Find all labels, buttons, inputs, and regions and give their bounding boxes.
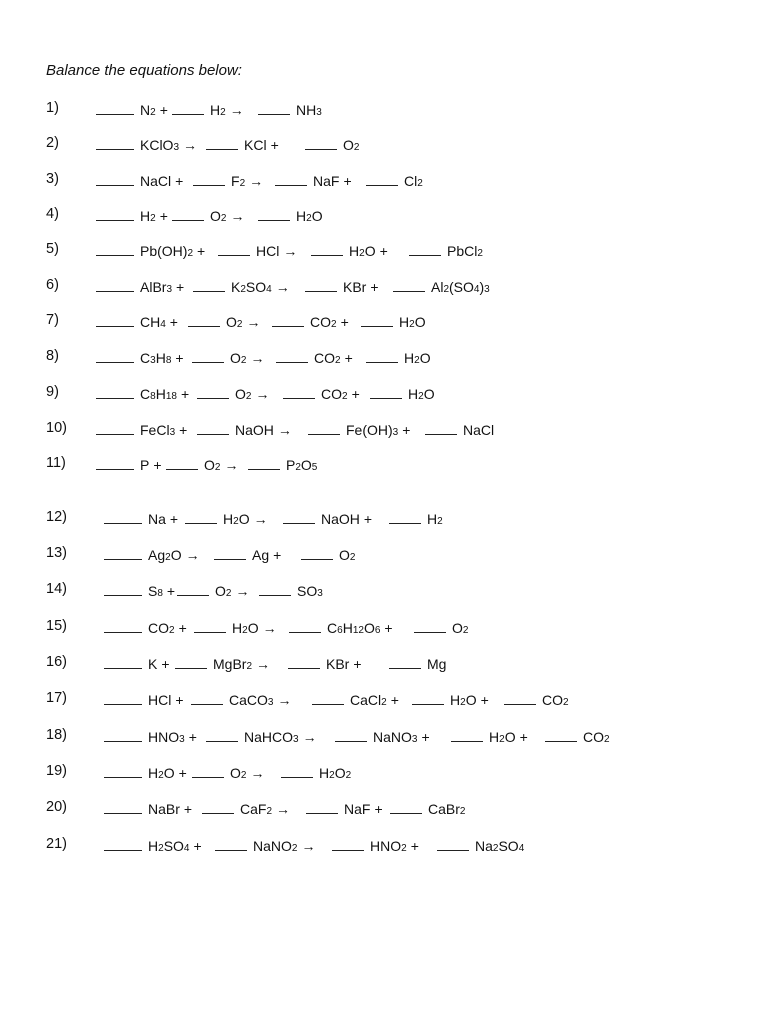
coefficient-blank[interactable]: [272, 312, 304, 327]
coefficient-blank[interactable]: [96, 312, 134, 327]
coefficient-blank[interactable]: [96, 100, 134, 115]
equation-number: 16): [46, 654, 67, 670]
chemical-formula: H 2: [427, 511, 443, 527]
chemical-formula: N 2: [140, 102, 156, 118]
coefficient-blank[interactable]: [281, 763, 313, 778]
equation-number: 19): [46, 763, 67, 779]
coefficient-blank[interactable]: [332, 836, 364, 851]
plus-sign: +: [402, 422, 411, 438]
equation-number: 17): [46, 690, 67, 706]
coefficient-blank[interactable]: [370, 384, 402, 399]
coefficient-blank[interactable]: [188, 312, 220, 327]
chemical-formula: NaCl: [463, 422, 495, 438]
equation-row: [0, 348, 768, 368]
chemical-formula: O 2: [226, 314, 243, 330]
plus-sign: +: [519, 729, 528, 745]
reaction-arrow-icon: →: [262, 620, 277, 636]
coefficient-blank[interactable]: [197, 384, 229, 399]
plus-sign: +: [343, 173, 352, 189]
equation-number: 9): [46, 384, 59, 400]
chemical-formula: H 2: [140, 208, 156, 224]
equation-row: [0, 763, 768, 783]
equation-number: 10): [46, 420, 67, 436]
equation-number: 12): [46, 509, 67, 525]
coefficient-blank[interactable]: [104, 727, 142, 742]
reaction-arrow-icon: →: [249, 173, 264, 189]
coefficient-blank[interactable]: [504, 690, 536, 705]
chemical-formula: CO 2: [583, 729, 610, 745]
chemical-formula: P: [140, 457, 150, 473]
chemical-formula: H 2 SO 4: [148, 838, 190, 854]
chemical-formula: H 2: [210, 102, 226, 118]
equation-row: [0, 727, 768, 747]
coefficient-blank[interactable]: [96, 277, 134, 292]
chemical-formula: HCl: [256, 243, 280, 259]
coefficient-blank[interactable]: [276, 348, 308, 363]
coefficient-blank[interactable]: [96, 455, 134, 470]
coefficient-blank[interactable]: [215, 836, 247, 851]
chemical-formula: CaBr 2: [428, 801, 466, 817]
chemical-formula: Mg: [427, 656, 447, 672]
chemical-formula: CO 2: [310, 314, 337, 330]
plus-sign: +: [183, 801, 193, 817]
plus-sign: +: [193, 838, 202, 854]
equation-number: 7): [46, 312, 59, 328]
chemical-formula: H 2 O: [489, 729, 516, 745]
coefficient-blank[interactable]: [192, 348, 224, 363]
chemical-formula: Na: [148, 511, 166, 527]
coefficient-blank[interactable]: [288, 654, 320, 669]
plus-sign: +: [179, 422, 188, 438]
plus-sign: +: [178, 765, 187, 781]
plus-sign: +: [175, 350, 184, 366]
plus-sign: +: [344, 350, 353, 366]
reaction-arrow-icon: →: [255, 386, 270, 402]
coefficient-blank[interactable]: [96, 206, 134, 221]
coefficient-blank[interactable]: [197, 420, 229, 435]
coefficient-blank[interactable]: [96, 384, 134, 399]
plus-sign: +: [175, 173, 184, 189]
coefficient-blank[interactable]: [104, 836, 142, 851]
chemical-formula: HNO 3: [148, 729, 185, 745]
plus-sign: +: [153, 457, 162, 473]
coefficient-blank[interactable]: [96, 171, 134, 186]
chemical-formula: NaOH: [321, 511, 360, 527]
coefficient-blank[interactable]: [412, 690, 444, 705]
plus-sign: +: [390, 692, 399, 708]
coefficient-blank[interactable]: [289, 618, 321, 633]
chemical-formula: NaCl: [140, 173, 172, 189]
chemical-formula: AlBr 3: [140, 279, 173, 295]
chemical-formula: H 2 O: [223, 511, 250, 527]
chemical-formula: CO 2: [314, 350, 341, 366]
chemical-formula: H 2 O: [296, 208, 323, 224]
chemical-formula: O 2: [230, 350, 247, 366]
reaction-arrow-icon: →: [183, 137, 198, 153]
coefficient-blank[interactable]: [308, 420, 340, 435]
reaction-arrow-icon: →: [301, 838, 316, 854]
plus-sign: +: [384, 620, 393, 636]
equation-number: 4): [46, 206, 59, 222]
coefficient-blank[interactable]: [425, 420, 457, 435]
equation-number: 5): [46, 241, 59, 257]
coefficient-blank[interactable]: [192, 763, 224, 778]
chemical-formula: P 2 O 5: [286, 457, 318, 473]
equation-row: [0, 135, 768, 155]
chemical-formula: NH 3: [296, 102, 322, 118]
chemical-formula: O 2: [210, 208, 227, 224]
chemical-formula: CaCO 3: [229, 692, 274, 708]
chemical-formula: Pb(OH) 2: [140, 243, 194, 259]
equation-number: 15): [46, 618, 67, 634]
coefficient-blank[interactable]: [194, 618, 226, 633]
coefficient-blank[interactable]: [258, 206, 290, 221]
equation-number: 6): [46, 277, 59, 293]
chemical-formula: CH 4: [140, 314, 166, 330]
reaction-arrow-icon: →: [277, 692, 292, 708]
coefficient-blank[interactable]: [275, 171, 307, 186]
equation-row: [0, 836, 768, 856]
chemical-formula: KBr: [326, 656, 350, 672]
reaction-arrow-icon: →: [253, 511, 268, 527]
reaction-arrow-icon: →: [224, 457, 239, 473]
chemical-formula: H 2 O 2: [319, 765, 352, 781]
chemical-formula: CO 2: [542, 692, 569, 708]
chemical-formula: O 2: [339, 547, 356, 563]
equation-number: 20): [46, 799, 67, 815]
coefficient-blank[interactable]: [185, 509, 217, 524]
chemical-formula: Al 2 (SO 4 ) 3: [431, 279, 490, 295]
coefficient-blank[interactable]: [305, 277, 337, 292]
equation-row: [0, 420, 768, 440]
coefficient-blank[interactable]: [172, 206, 204, 221]
coefficient-blank[interactable]: [172, 100, 204, 115]
reaction-arrow-icon: →: [250, 765, 265, 781]
chemical-formula: O 2: [343, 137, 360, 153]
chemical-formula: O 2: [230, 765, 247, 781]
coefficient-blank[interactable]: [366, 171, 398, 186]
equation-row: [0, 455, 768, 475]
equation-number: 11): [46, 455, 66, 471]
coefficient-blank[interactable]: [390, 799, 422, 814]
chemical-formula: H 2 O: [450, 692, 477, 708]
plus-sign: +: [480, 692, 489, 708]
reaction-arrow-icon: →: [276, 801, 291, 817]
chemical-formula: F 2: [231, 173, 246, 189]
coefficient-blank[interactable]: [166, 455, 198, 470]
plus-sign: +: [370, 279, 379, 295]
equation-number: 14): [46, 581, 67, 597]
coefficient-blank[interactable]: [414, 618, 446, 633]
coefficient-blank[interactable]: [218, 241, 250, 256]
coefficient-blank[interactable]: [96, 135, 134, 150]
equation-row: [0, 241, 768, 261]
reaction-arrow-icon: →: [229, 102, 244, 118]
coefficient-blank[interactable]: [283, 384, 315, 399]
coefficient-blank[interactable]: [193, 171, 225, 186]
chemical-formula: H 2 O: [232, 620, 259, 636]
chemical-formula: CaF 2: [240, 801, 273, 817]
coefficient-blank[interactable]: [301, 545, 333, 560]
coefficient-blank[interactable]: [306, 799, 338, 814]
reaction-arrow-icon: →: [235, 583, 250, 599]
reaction-arrow-icon: →: [185, 547, 200, 563]
chemical-formula: PbCl 2: [447, 243, 483, 259]
plus-sign: +: [421, 729, 430, 745]
equation-number: 18): [46, 727, 67, 743]
coefficient-blank[interactable]: [305, 135, 337, 150]
equation-row: [0, 545, 768, 565]
coefficient-blank[interactable]: [437, 836, 469, 851]
coefficient-blank[interactable]: [202, 799, 234, 814]
equation-number: 3): [46, 171, 59, 187]
coefficient-blank[interactable]: [312, 690, 344, 705]
chemical-formula: CO 2: [321, 386, 348, 402]
plus-sign: +: [379, 243, 388, 259]
chemical-formula: C 3 H 8: [140, 350, 172, 366]
chemical-formula: K 2 SO 4: [231, 279, 272, 295]
coefficient-blank[interactable]: [366, 348, 398, 363]
equation-row: [0, 618, 768, 638]
equation-number: 13): [46, 545, 67, 561]
coefficient-blank[interactable]: [389, 509, 421, 524]
chemical-formula: Ag 2 O: [148, 547, 182, 563]
coefficient-blank[interactable]: [206, 135, 238, 150]
coefficient-blank[interactable]: [193, 277, 225, 292]
plus-sign: +: [180, 386, 190, 402]
reaction-arrow-icon: →: [250, 350, 265, 366]
equation-row: [0, 799, 768, 819]
chemical-formula: H 2 O: [148, 765, 175, 781]
equation-number: 21): [46, 836, 67, 852]
chemical-formula: NaNO 2: [253, 838, 298, 854]
coefficient-blank[interactable]: [104, 763, 142, 778]
chemical-formula: O 2: [204, 457, 221, 473]
equation-row: [0, 690, 768, 710]
plus-sign: +: [340, 314, 349, 330]
chemical-formula: CaCl 2: [350, 692, 387, 708]
coefficient-blank[interactable]: [175, 654, 207, 669]
plus-sign: +: [178, 620, 187, 636]
chemical-formula: H 2 O: [399, 314, 426, 330]
coefficient-blank[interactable]: [335, 727, 367, 742]
chemical-formula: NaNO 3: [373, 729, 418, 745]
reaction-arrow-icon: →: [277, 422, 292, 438]
coefficient-blank[interactable]: [104, 690, 142, 705]
reaction-arrow-icon: →: [283, 243, 298, 259]
coefficient-blank[interactable]: [393, 277, 425, 292]
equation-row: [0, 312, 768, 332]
chemical-formula: NaOH: [235, 422, 274, 438]
chemical-formula: Ag: [252, 547, 270, 563]
chemical-formula: O 2: [452, 620, 469, 636]
plus-sign: +: [169, 314, 178, 330]
chemical-formula: NaF: [313, 173, 340, 189]
plus-sign: +: [410, 838, 419, 854]
plus-sign: +: [161, 656, 170, 672]
equation-number: 2): [46, 135, 59, 151]
chemical-formula: C 6 H 12 O 6: [327, 620, 381, 636]
coefficient-blank[interactable]: [104, 618, 142, 633]
plus-sign: +: [159, 208, 168, 224]
coefficient-blank[interactable]: [206, 727, 238, 742]
plus-sign: +: [169, 511, 179, 527]
reaction-arrow-icon: →: [256, 656, 271, 672]
coefficient-blank[interactable]: [545, 727, 577, 742]
chemical-formula: Fe(OH) 3: [346, 422, 399, 438]
coefficient-blank[interactable]: [104, 799, 142, 814]
coefficient-blank[interactable]: [104, 581, 142, 596]
equation-row: [0, 509, 768, 529]
chemical-formula: FeCl 3: [140, 422, 176, 438]
coefficient-blank[interactable]: [104, 509, 142, 524]
chemical-formula: MgBr 2: [213, 656, 253, 672]
coefficient-blank[interactable]: [311, 241, 343, 256]
chemical-formula: O 2: [235, 386, 252, 402]
coefficient-blank[interactable]: [177, 581, 209, 596]
chemical-formula: K: [148, 656, 158, 672]
chemical-formula: C 8 H 18: [140, 386, 177, 402]
chemical-formula: KClO 3: [140, 137, 180, 153]
equation-row: [0, 206, 768, 226]
coefficient-blank[interactable]: [96, 241, 134, 256]
chemical-formula: KCl: [244, 137, 267, 153]
chemical-formula: O 2: [215, 583, 232, 599]
coefficient-blank[interactable]: [248, 455, 280, 470]
coefficient-blank[interactable]: [104, 654, 142, 669]
equation-number: 1): [46, 100, 59, 116]
coefficient-blank[interactable]: [258, 100, 290, 115]
chemical-formula: NaBr: [148, 801, 180, 817]
coefficient-blank[interactable]: [96, 420, 134, 435]
equation-row: [0, 384, 768, 404]
coefficient-blank[interactable]: [259, 581, 291, 596]
chemical-formula: Cl 2: [404, 173, 423, 189]
plus-sign: +: [188, 729, 197, 745]
plus-sign: +: [374, 801, 383, 817]
coefficient-blank[interactable]: [96, 348, 134, 363]
equation-number: 8): [46, 348, 59, 364]
chemical-formula: H 2 O: [349, 243, 376, 259]
chemical-formula: H 2 O: [404, 350, 431, 366]
plus-sign: +: [159, 102, 168, 118]
chemical-formula: H 2 O: [408, 386, 435, 402]
worksheet-title: Balance the equations below:: [46, 62, 242, 79]
chemical-formula: SO 3: [297, 583, 323, 599]
equation-row: [0, 581, 768, 601]
coefficient-blank[interactable]: [191, 690, 223, 705]
plus-sign: +: [197, 243, 206, 259]
plus-sign: +: [353, 656, 362, 672]
coefficient-blank[interactable]: [409, 241, 441, 256]
coefficient-blank[interactable]: [283, 509, 315, 524]
plus-sign: +: [166, 583, 176, 599]
chemical-formula: CO 2: [148, 620, 175, 636]
coefficient-blank[interactable]: [361, 312, 393, 327]
equation-row: [0, 171, 768, 191]
coefficient-blank[interactable]: [451, 727, 483, 742]
chemical-formula: Na 2 SO 4: [475, 838, 525, 854]
coefficient-blank[interactable]: [104, 545, 142, 560]
plus-sign: +: [363, 511, 373, 527]
equation-row: [0, 654, 768, 674]
coefficient-blank[interactable]: [214, 545, 246, 560]
equation-row: [0, 277, 768, 297]
coefficient-blank[interactable]: [389, 654, 421, 669]
plus-sign: +: [273, 547, 282, 563]
reaction-arrow-icon: →: [275, 279, 290, 295]
chemical-formula: HNO 2: [370, 838, 407, 854]
reaction-arrow-icon: →: [246, 314, 261, 330]
chemical-formula: S 8: [148, 583, 163, 599]
plus-sign: +: [351, 386, 360, 402]
equation-row: [0, 100, 768, 120]
plus-sign: +: [175, 692, 184, 708]
chemical-formula: NaF: [344, 801, 371, 817]
plus-sign: +: [176, 279, 185, 295]
chemical-formula: KBr: [343, 279, 367, 295]
reaction-arrow-icon: →: [230, 208, 245, 224]
chemical-formula: NaHCO 3: [244, 729, 299, 745]
chemical-formula: HCl: [148, 692, 172, 708]
reaction-arrow-icon: →: [302, 729, 317, 745]
plus-sign: +: [270, 137, 279, 153]
